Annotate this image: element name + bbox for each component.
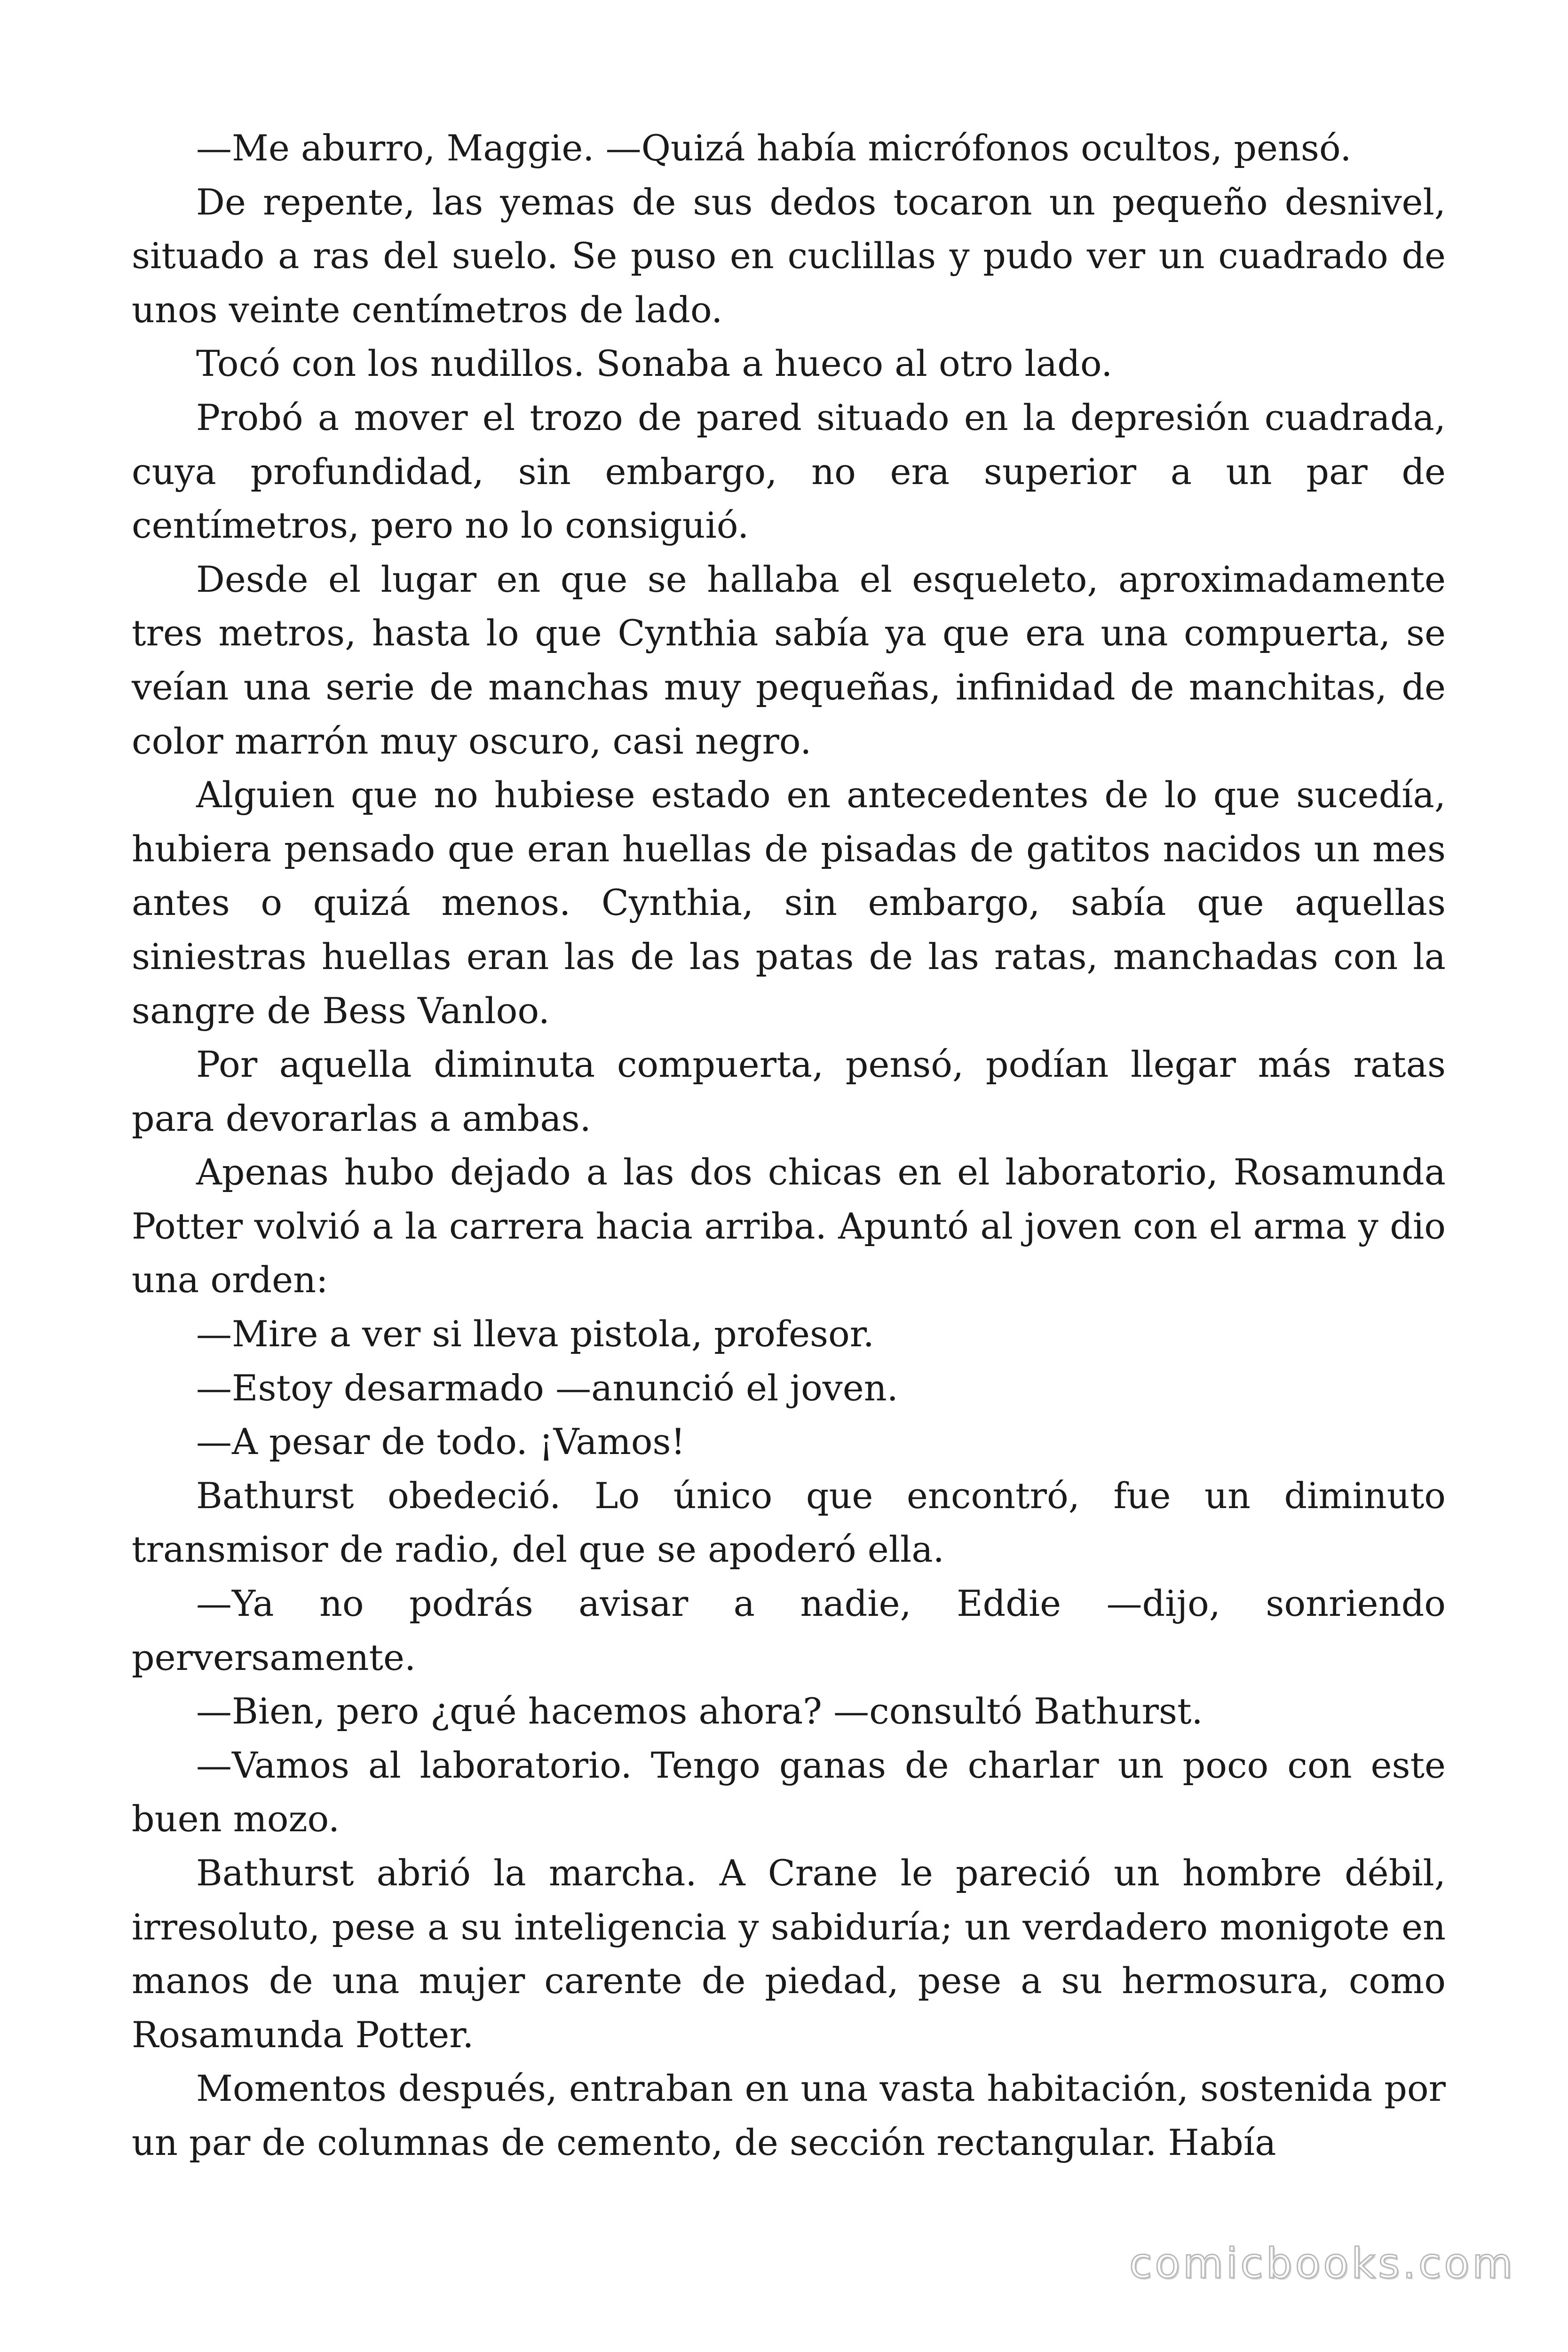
paragraph: —Me aburro, Maggie. —Quizá había micrófonos ocultos, pensó.: [196, 127, 1352, 169]
paragraph: Bathurst obedeció. Lo único que encontró, fue un diminuto transmisor de radio, del que se apoderó ella.: [132, 1474, 1446, 1571]
paragraph: —Estoy desarmado —anunció el joven.: [196, 1367, 898, 1409]
paragraph: Bathurst abrió la marcha. A Crane le pareció un hombre débil, irresoluto, pese a su inteligencia y sabiduría; un verdadero monigote en manos de una mujer carente de piedad, pese a su hermosura, como Rosamunda Potter.: [132, 1852, 1446, 2056]
paragraph: Probó a mover el trozo de pared situado en la depresión cuadrada, cuya profundidad, sin embargo, no era superior a un par de centímetros, pero no lo consiguió.: [132, 396, 1446, 547]
paragraph: —Mire a ver si lleva pistola, profesor.: [196, 1313, 874, 1355]
paragraph: —A pesar de todo. ¡Vamos!: [196, 1421, 686, 1463]
paragraph: Por aquella diminuta compuerta, pensó, podían llegar más ratas para devorarlas a ambas.: [132, 1043, 1446, 1139]
paragraph: Apenas hubo dejado a las dos chicas en el laboratorio, Rosamunda Potter volvió a la carrera hacia arriba. Apuntó al joven con el arma y dio una orden:: [132, 1151, 1446, 1301]
body-text: [132, 121, 1446, 2170]
paragraph: Alguien que no hubiese estado en antecedentes de lo que sucedía, hubiera pensado que eran huellas de pisadas de gatitos nacidos un mes antes o quizá menos. Cynthia, sin embargo, sabía que aquellas siniestras huellas eran las de las patas de las ratas, manchadas con la sangre de Bess Vanloo.: [132, 774, 1446, 1032]
paragraph: —Vamos al laboratorio. Tengo ganas de charlar un poco con este buen mozo.: [132, 1744, 1446, 1840]
watermark: comicbooks.com: [1129, 2239, 1515, 2288]
paragraph: Momentos después, entraban en una vasta habitación, sostenida por un par de columnas de cemento, de sección rectangular. Había: [132, 2067, 1446, 2163]
paragraph: Desde el lugar en que se hallaba el esqueleto, aproximadamente tres metros, hasta lo que Cynthia sabía ya que era una compuerta, se veían una serie de manchas muy pequeñas, infinidad de manchitas, de color marrón muy oscuro, casi negro.: [132, 558, 1446, 762]
paragraph: —Bien, pero ¿qué hacemos ahora? —consultó Bathurst.: [196, 1690, 1203, 1732]
paragraph: De repente, las yemas de sus dedos tocaron un pequeño desnivel, situado a ras del suelo. Se puso en cuclillas y pudo ver un cuadrado de unos veinte centímetros de lado.: [132, 181, 1446, 331]
paragraph: Tocó con los nudillos. Sonaba a hueco al otro lado.: [196, 342, 1113, 385]
paragraph: —Ya no podrás avisar a nadie, Eddie —dijo, sonriendo perversamente.: [132, 1582, 1446, 1678]
